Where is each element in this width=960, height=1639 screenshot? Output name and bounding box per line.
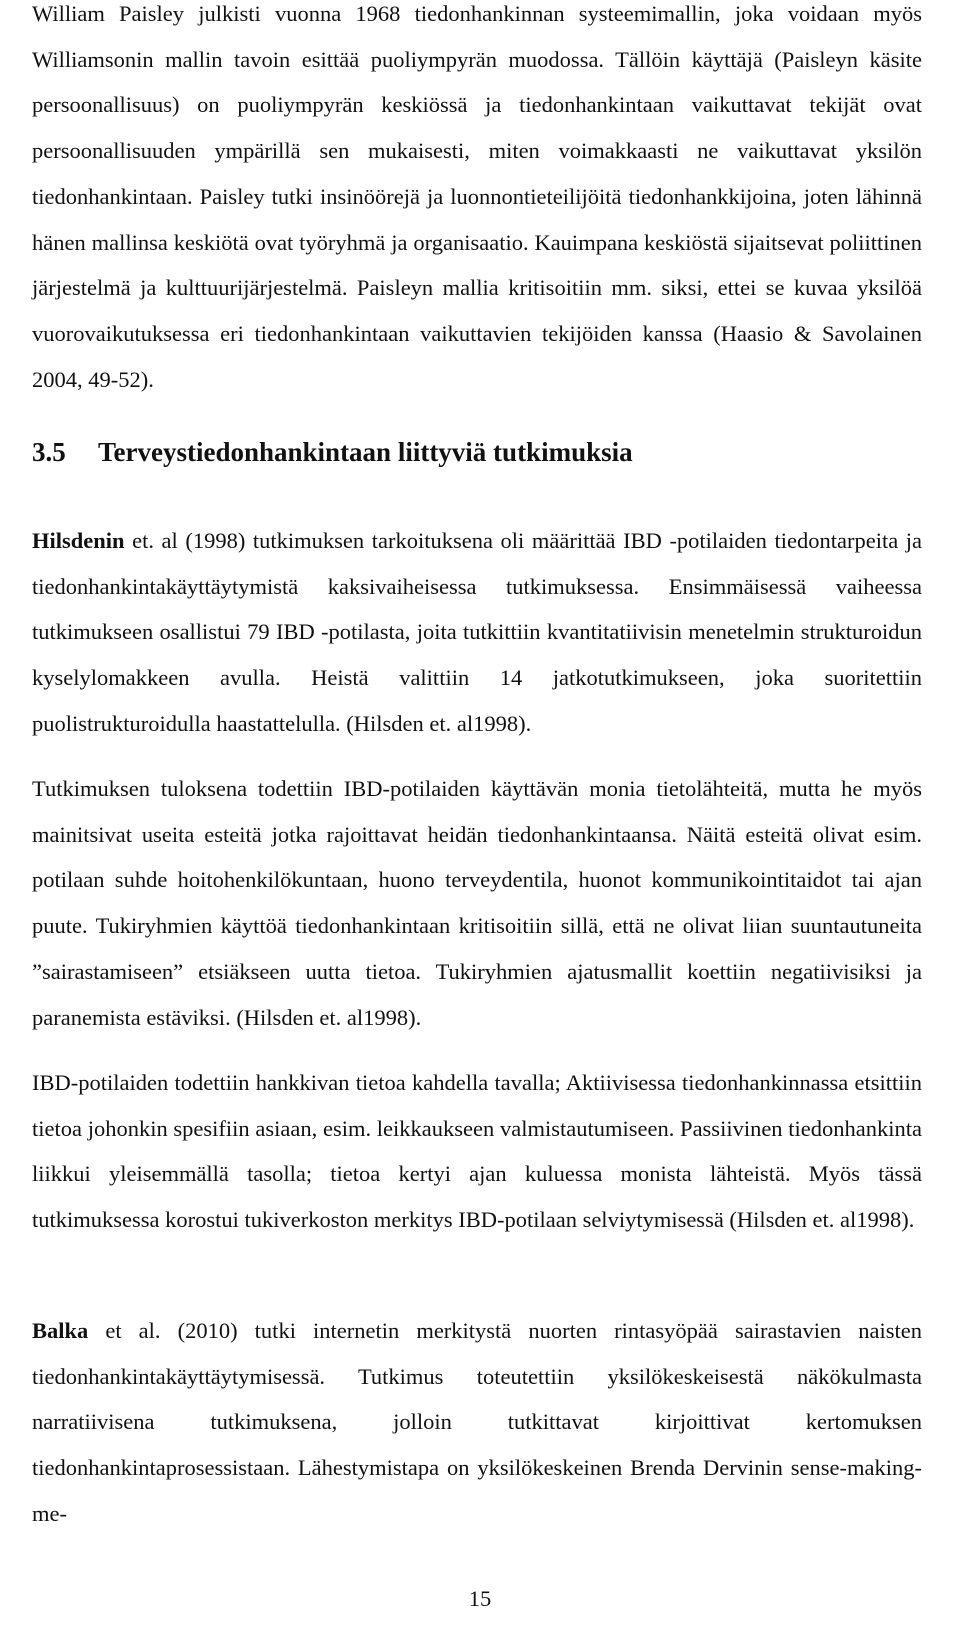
- section-title: Terveystiedonhankintaan liittyviä tutkimuksia: [98, 437, 633, 467]
- page-number: 15: [468, 1586, 492, 1611]
- balka-lead: Balka: [32, 1318, 89, 1343]
- hilsden-text: et. al (1998) tutkimuksen tarkoituksena oli määrittää IBD -potilaiden tiedontarpeita ja tiedonhankintakäyttäytymistä kaksivaiheisessa tutkimuksessa. Ensimmäisessä vaiheessa tutkimukseen osallistui 79 IBD -potilasta, joita tutkittiin kvantitatiivisin menetelmin strukturoidun kyselylomakkeen avulla. Heistä valittiin 14 jatkotutkimukseen, joka suoritettiin puolistrukturoidulla haastattelulla. (Hilsden et. al1998).: [32, 528, 922, 736]
- section-number: 3.5: [32, 437, 66, 467]
- intro-paragraph: William Paisley julkisti vuonna 1968 tiedonhankinnan systeemimallin, joka voidaan myös Williamsonin mallin tavoin esittää puoliympyrän muodossa. Tällöin käyttäjä (Paisleyn käsite persoonallisuus) on puoliympyrän keskiössä ja tiedonhankintaan vaikuttavat tekijät ovat persoonallisuuden ympärillä sen mukaisesti, miten voimakkaasti ne vaikuttavat yksilön tiedonhankintaan. Paisley tutki insinöörejä ja luonnontieteilijöitä tiedonhankkijoina, joten lähinnä hänen mallinsa keskiötä ovat työryhmä ja organisaatio. Kauimpana keskiöstä sijaitsevat poliittinen järjestelmä ja kulttuurijärjestelmä. Paisleyn mallia kritisoitiin mm. siksi, ettei se kuvaa yksilöä vuorovaikutuksessa eri tiedonhankintaan vaikuttavien tekijöiden kanssa (Haasio & Savolainen 2004, 49-52).: [32, 1, 922, 392]
- hilsden-lead: Hilsdenin: [32, 528, 125, 553]
- hilsden-paragraph: [32, 518, 922, 747]
- results-paragraph: Tutkimuksen tuloksena todettiin IBD-potilaiden käyttävän monia tietolähteitä, mutta he myös mainitsivat useita esteitä jotka rajoittavat heidän tiedonhankintaansa. Näitä esteitä olivat esim. potilaan suhde hoitohenkilökuntaan, huono terveydentila, huonot kommunikointitaidot tai ajan puute. Tukiryhmien käyttöä tiedonhankintaan kritisoitiin sillä, että ne olivat liian suuntautuneita ”sairastamiseen” etsiäkseen uutta tietoa. Tukiryhmien ajatusmallit koettiin negatiivisiksi ja paranemista estäviksi. (Hilsden et. al1998).: [32, 776, 922, 1030]
- ibd-paragraph: IBD-potilaiden todettiin hankkivan tietoa kahdella tavalla; Aktiivisessa tiedonhankinnassa etsittiin tietoa johonkin spesifiin asiaan, esim. leikkaukseen valmistautumiseen. Passiivinen tiedonhankinta liikkui yleisemmällä tasolla; tietoa kertyi ajan kuluessa monista lähteistä. Myös tässä tutkimuksessa korostui tukiverkoston merkitys IBD-potilaan selviytymisessä (Hilsden et. al1998).: [32, 1070, 922, 1233]
- balka-text: et al. (2010) tutki internetin merkitystä nuorten rintasyöpää sairastavien naisten tiedonhankintakäyttäytymisessä. Tutkimus toteutettiin yksilökeskeisestä näkökulmasta narratiivisena tutkimuksena, jolloin tutkittavat kirjoittivat kertomuksen tiedonhankintaprosessistaan. Lähestymistapa on yksilökeskeinen Brenda Dervinin sense-making- me-: [32, 1318, 922, 1526]
- balka-paragraph: [32, 1308, 922, 1537]
- section-heading: [32, 432, 633, 472]
